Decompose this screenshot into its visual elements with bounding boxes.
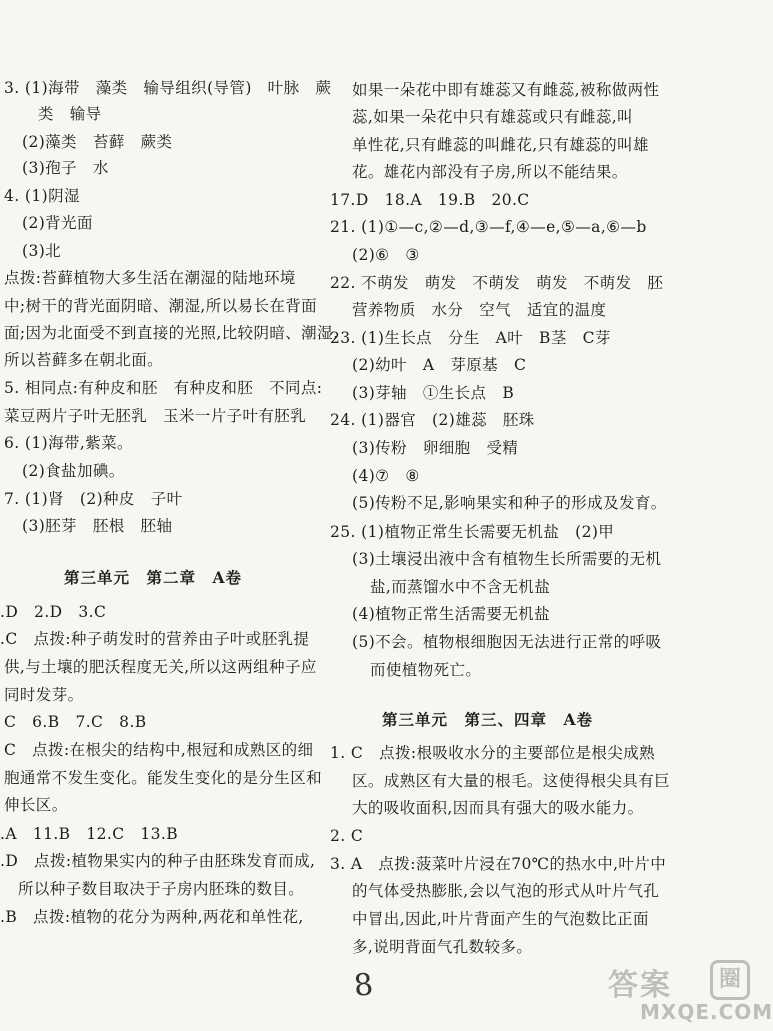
answer-line: (2)食盐加碘。: [22, 462, 125, 480]
watermark-badge-icon: 圈: [710, 960, 750, 1000]
answer-line: 3. (1)海带 藻类 输导组织(导管) 叶脉 蕨: [4, 79, 332, 97]
answer-line: 中;树干的背光面阴暗、潮湿,所以易长在背面: [4, 297, 318, 315]
answer-line: 25. (1)植物正常生长需要无机盐 (2)甲: [330, 523, 615, 541]
answer-line: 的气体受热膨胀,会以气泡的形式从叶片气孔: [352, 882, 660, 900]
answer-line: (3)北: [22, 242, 62, 260]
answer-line: 同时发芽。: [4, 686, 84, 704]
answer-line: 21. (1)①—c,②—d,③—f,④—e,⑤—a,⑥—b: [330, 218, 647, 236]
answer-line: 24. (1)器官 (2)雄蕊 胚珠: [330, 411, 535, 429]
answer-line: (3)芽轴 ①生长点 B: [352, 384, 515, 402]
answer-line: 面;因为北面受不到直接的光照,比较阴暗、潮湿,: [4, 324, 339, 342]
answer-line: 22. 不萌发 萌发 不萌发 萌发 不萌发 胚: [330, 274, 664, 292]
answer-line: .D 2.D 3.C: [0, 603, 107, 621]
answer-line: 23. (1)生长点 分生 A叶 B茎 C芽: [330, 329, 611, 347]
answer-line: .B 点拨:植物的花分为两种,两花和单性花,: [0, 908, 304, 926]
answer-line: C 6.B 7.C 8.B: [4, 713, 147, 731]
watermark-text: 答案: [608, 968, 672, 1003]
answer-line: (2)背光面: [22, 214, 93, 232]
answer-line: 菜豆两片子叶无胚乳 玉米一片子叶有胚乳: [4, 407, 307, 425]
answer-line: (5)传粉不足,影响果实和种子的形成及发育。: [352, 494, 667, 512]
answer-line: 营养物质 水分 空气 适宜的温度: [352, 301, 607, 319]
answer-line: 1. C 点拨:根吸收水分的主要部位是根尖成熟: [330, 744, 655, 762]
answer-line: (3)胚芽 胚根 胚轴: [22, 517, 173, 535]
answer-line: 多,说明背面气孔数较多。: [352, 938, 533, 956]
page-number: 8: [352, 967, 375, 1004]
answer-line: 5. 相同点:有种皮和胚 有种皮和胚 不同点:: [4, 379, 323, 397]
answer-line: 3. A 点拨:菠菜叶片浸在70℃的热水中,叶片中: [330, 855, 667, 873]
answer-line: .D 点拨:植物果实内的种子由胚珠发育而成,: [0, 852, 316, 870]
answer-line: .A 11.B 12.C 13.B: [0, 825, 179, 843]
answer-line: (3)传粉 卵细胞 受精: [352, 439, 519, 457]
answer-line: (5)不会。植物根细胞因无法进行正常的呼吸: [352, 633, 662, 651]
section-heading: 第三单元 第二章 A卷: [64, 568, 243, 587]
answer-line: 如果一朵花中即有雄蕊又有雌蕊,被称做两性: [352, 81, 660, 99]
answer-line: 6. (1)海带,紫菜。: [4, 434, 133, 452]
watermark-domain: MXQE.COM: [640, 1000, 773, 1024]
answer-line: 供,与土壤的肥沃程度无关,所以这两组种子应: [4, 658, 317, 676]
answer-line: 类 输导: [22, 105, 102, 123]
answer-line: 4. (1)阴湿: [4, 187, 80, 205]
answer-line: 17.D 18.A 19.B 20.C: [330, 191, 530, 209]
answer-line: 胞通常不发生变化。能发生变化的是分生区和: [4, 769, 323, 787]
answer-line: (3)土壤浸出液中含有植物生长所需要的无机: [352, 550, 662, 568]
answer-line: 而使植物死亡。: [370, 661, 482, 679]
section-heading: 第三单元 第三、四章 A卷: [382, 710, 594, 729]
answer-line: 蕊,如果一朵花中只有雄蕊或只有雌蕊,叫: [352, 108, 633, 126]
answer-line: 所以种子数目取决于子房内胚珠的数目。: [18, 880, 305, 898]
answer-line: 所以苔藓多在朝北面。: [4, 351, 164, 369]
answer-line: 2. C: [330, 827, 364, 845]
answer-line: 单性花,只有雌蕊的叫雌花,只有雄蕊的叫雄: [352, 136, 649, 154]
answer-line: C 点拨:在根尖的结构中,根冠和成熟区的细: [4, 741, 314, 759]
answer-line: 中冒出,因此,叶片背面产生的气泡数比正面: [352, 910, 649, 928]
answer-line: (4)植物正常生活需要无机盐: [352, 605, 551, 623]
answer-line: .C 点拨:种子萌发时的营养由子叶或胚乳提: [0, 630, 310, 648]
answer-line: (4)⑦ ⑧: [352, 467, 420, 485]
answer-line: 盐,而蒸馏水中不含无机盐: [370, 578, 551, 596]
answer-line: 花。雄花内部没有子房,所以不能结果。: [352, 163, 628, 181]
answer-line: 伸长区。: [4, 796, 68, 814]
answer-line: (3)孢子 水: [22, 159, 109, 177]
answer-line: 点拨:苔藓植物大多生活在潮湿的陆地环境: [4, 269, 296, 287]
answer-line: (2)幼叶 A 芽原基 C: [352, 356, 527, 374]
answer-line: 大的吸收面积,因而具有强大的吸水能力。: [352, 799, 644, 817]
answer-line: (2)藻类 苔藓 蕨类: [22, 133, 173, 151]
answer-line: 7. (1)肾 (2)种皮 子叶: [4, 490, 183, 508]
answer-line: (2)⑥ ③: [352, 246, 420, 264]
site-watermark: [600, 960, 773, 1030]
answer-line: 区。成熟区有大量的根毛。这使得根尖具有巨: [352, 772, 671, 790]
